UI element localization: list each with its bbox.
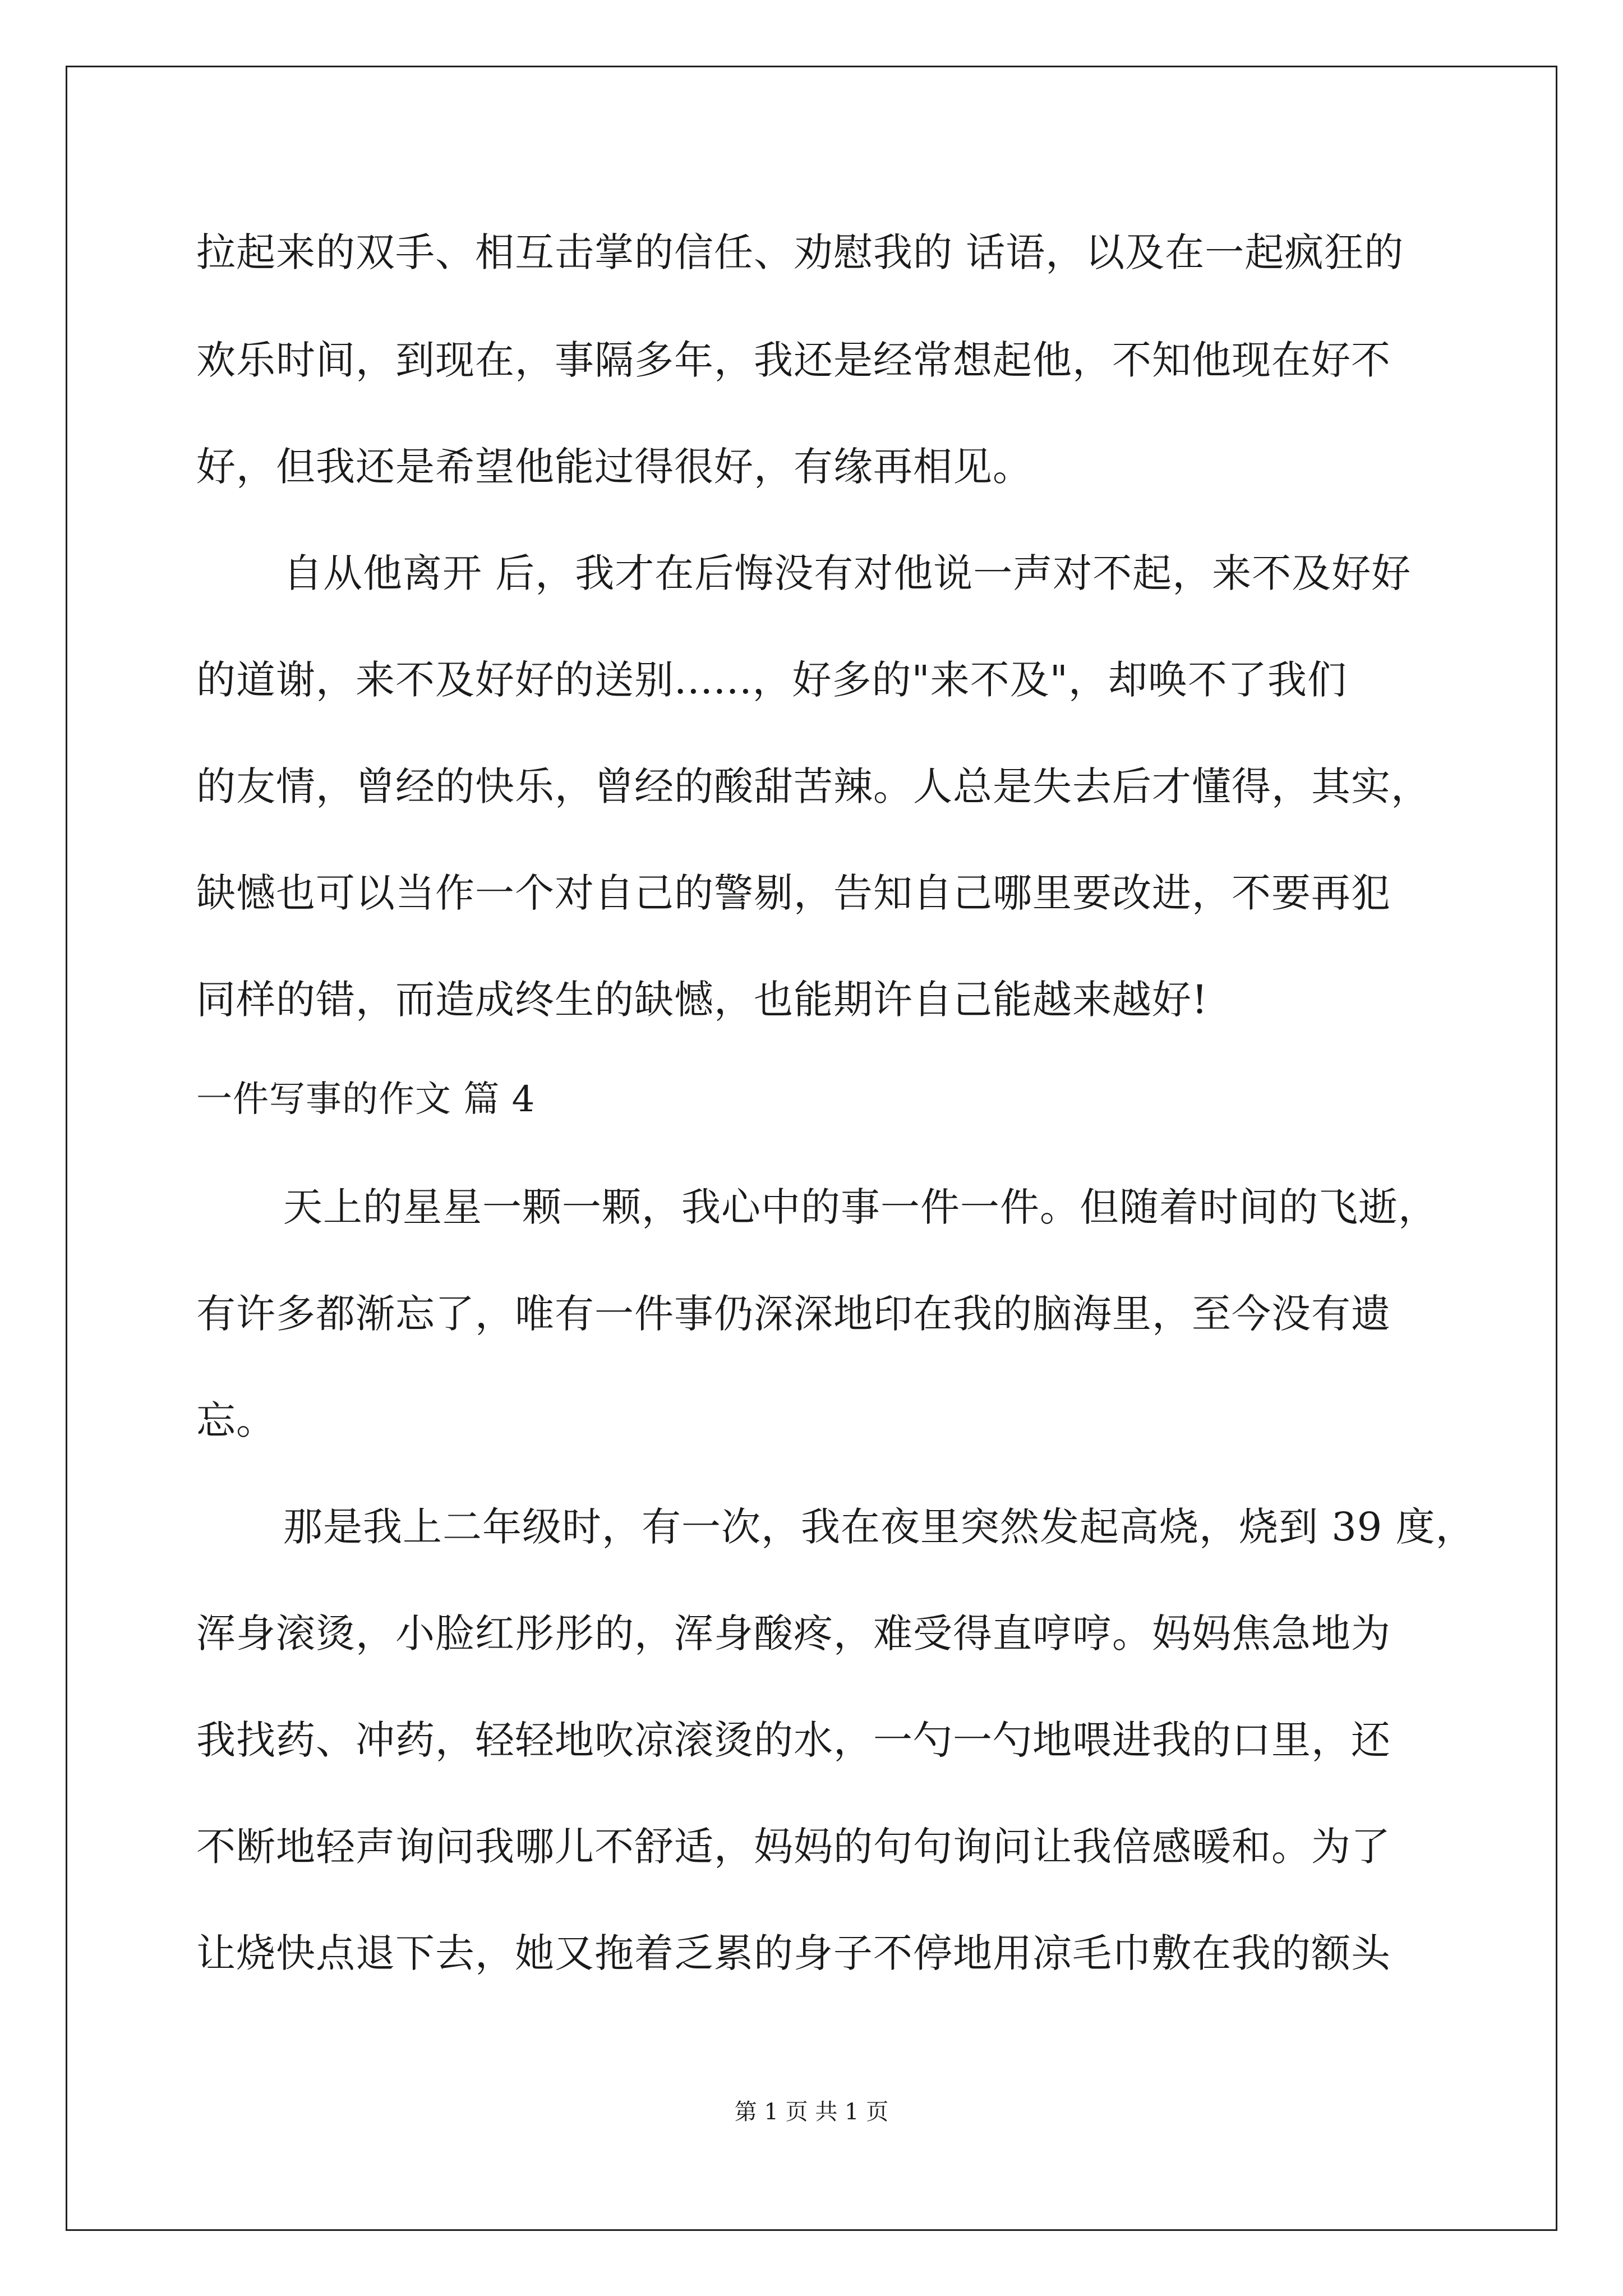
text-line: 好，但我还是希望他能过得很好，有缘再相见。	[196, 444, 1032, 490]
text-line: 我找药、冲药，轻轻地吹凉滚烫的水，一勺一勺地喂进我的口里，还	[196, 1717, 1391, 1763]
text-line: 同样的错，而造成终生的缺憾，也能期许自己能越来越好!	[196, 977, 1209, 1023]
paragraph-start-line: 天上的星星一颗一颗，我心中的事一件一件。但随着时间的飞逝，	[283, 1184, 1438, 1230]
text-line: 忘。	[196, 1397, 276, 1443]
text-line: 有许多都渐忘了，唯有一件事仍深深地印在我的脑海里，至今没有遗	[196, 1291, 1391, 1337]
page-footer: 第 1 页 共 1 页	[734, 2099, 889, 2125]
text-line: 的友情，曾经的快乐，曾经的酸甜苦辣。人总是失去后才懂得，其实，	[196, 763, 1431, 809]
text-line: 欢乐时间，到现在，事隔多年，我还是经常想起他，不知他现在好不	[196, 337, 1391, 383]
text-line: 的道谢，来不及好好的送别......，好多的"来不及"，却唤不了我们	[196, 657, 1347, 703]
text-line: 拉起来的双手、相互击掌的信任、劝慰我的 话语，以及在一起疯狂的	[196, 229, 1404, 275]
paragraph-start-line: 自从他离开 后，我才在后悔没有对他说一声对不起，来不及好好	[283, 550, 1412, 596]
text-line: 缺憾也可以当作一个对自己的警剔，告知自己哪里要改进，不要再犯	[196, 870, 1391, 916]
text-line: 浑身滚烫，小脸红彤彤的，浑身酸疼，难受得直哼哼。妈妈焦急地为	[196, 1611, 1391, 1657]
section-heading: 一件写事的作文 篇 4	[196, 1079, 536, 1120]
page-border	[66, 66, 1557, 2231]
paragraph-start-line: 那是我上二年级时，有一次，我在夜里突然发起高烧，烧到 39 度，	[283, 1504, 1476, 1550]
text-line: 让烧快点退下去，她又拖着乏累的身子不停地用凉毛巾敷在我的额头	[196, 1930, 1391, 1976]
text-line: 不断地轻声询问我哪儿不舒适，妈妈的句句询问让我倍感暖和。为了	[196, 1824, 1391, 1870]
